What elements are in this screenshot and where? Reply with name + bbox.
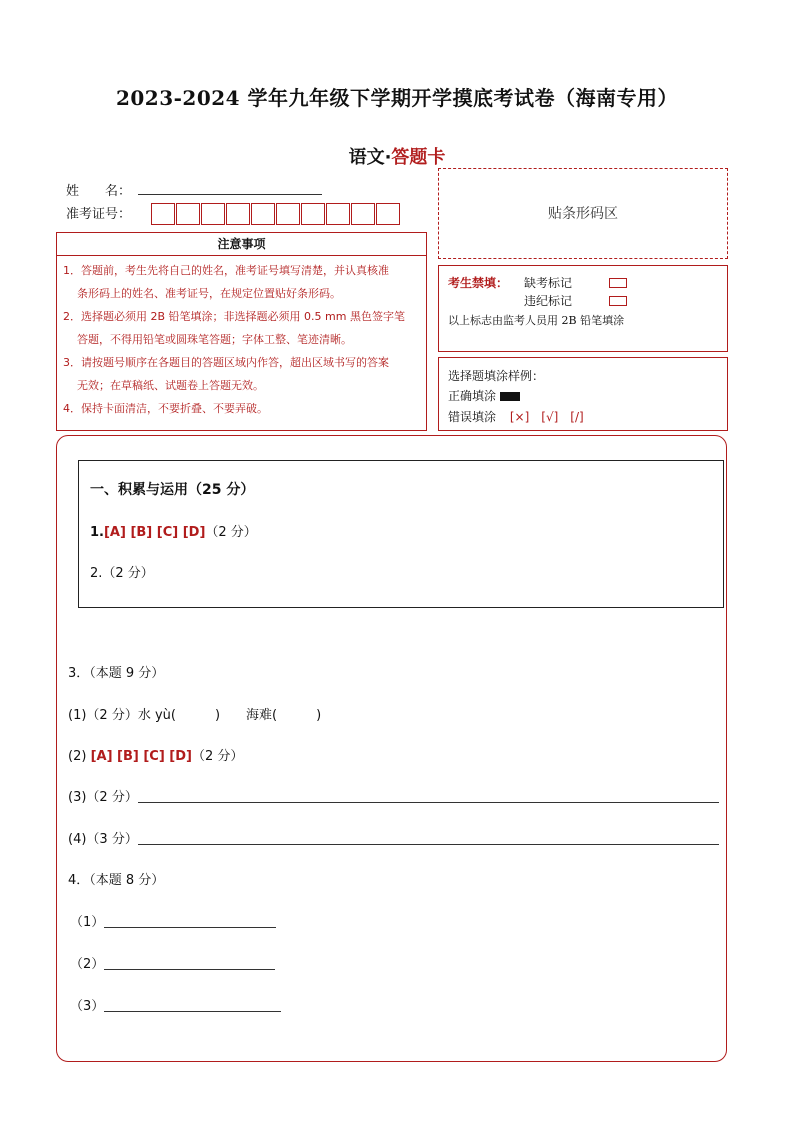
notice-item: 答题，不得用铅笔或圆珠笔答题；字体工整、笔迹清晰。 — [77, 333, 352, 346]
id-label: 准考证号： — [66, 207, 132, 222]
id-digit-box[interactable] — [201, 203, 225, 225]
violation-mark-box[interactable] — [609, 296, 627, 306]
id-digit-box[interactable] — [301, 203, 325, 225]
id-digit-box[interactable] — [226, 203, 250, 225]
q3-part-2-score: （2 分） — [191, 749, 244, 764]
id-digit-box[interactable] — [176, 203, 200, 225]
id-digit-box[interactable] — [251, 203, 275, 225]
q1-number: 1. — [90, 525, 104, 540]
notice-item: 条形码上的姓名、准考证号，在规定位置贴好条形码。 — [77, 287, 341, 300]
q3-part-2-options[interactable]: [A] [B] [C] [D] — [90, 749, 192, 764]
id-digit-box[interactable] — [276, 203, 300, 225]
forbidden-label: 考生禁填： — [448, 276, 509, 290]
q4-part-2-answer-line[interactable] — [104, 969, 275, 970]
correct-fill-mark — [500, 392, 520, 401]
id-digit-box[interactable] — [351, 203, 375, 225]
forbidden-note: 以上标志由监考人员用 2B 铅笔填涂 — [448, 314, 625, 327]
q4-part-1-label: （1） — [70, 915, 105, 930]
q3-part-4-label: (4)（3 分） — [68, 832, 138, 847]
notice-item: 3．请按题号顺序在各题目的答题区域内作答，超出区域书写的答案 — [63, 356, 389, 369]
q1-score: （2 分） — [205, 525, 257, 540]
question-2: 2.（2 分） — [90, 566, 154, 581]
wrong-fill-marks: [×] [√] [/] — [509, 410, 584, 424]
q3-part-2-number: (2) — [68, 749, 87, 764]
barcode-area — [438, 168, 728, 259]
violation-label: 违纪标记 — [524, 294, 573, 308]
q4-part-3-label: （3） — [70, 999, 105, 1014]
notice-heading: 注意事项 — [57, 233, 426, 256]
question-4-title: 4．（本题 8 分） — [68, 873, 165, 888]
exam-title: 2023-2024 学年九年级下学期开学摸底考试卷（海南专用） — [115, 86, 679, 110]
name-label: 姓 名： — [66, 184, 132, 199]
q1-options[interactable]: [A] [B] [C] [D] — [103, 525, 206, 540]
correct-fill-label: 正确填涂 — [448, 389, 497, 403]
wrong-fill-row — [448, 408, 584, 425]
question-1 — [90, 521, 257, 540]
notice-item: 2．选择题必须用 2B 铅笔填涂；非选择题必须用 0.5 mm 黑色签字笔 — [63, 310, 405, 323]
subtitle-answer-card: 答题卡 — [391, 147, 446, 168]
notice-item: 1．答题前，考生先将自己的姓名，准考证号填写清楚，并认真核准 — [63, 264, 389, 277]
id-digit-box[interactable] — [376, 203, 400, 225]
barcode-label: 贴条形码区 — [548, 206, 618, 222]
correct-fill-row — [448, 387, 520, 404]
id-digit-box[interactable] — [326, 203, 350, 225]
q3-part-2 — [68, 745, 243, 764]
sample-label: 选择题填涂样例： — [448, 369, 545, 383]
name-field[interactable] — [138, 194, 322, 195]
section-1-box — [78, 460, 724, 608]
absent-mark-box[interactable] — [609, 278, 627, 288]
q4-part-3-answer-line[interactable] — [104, 1011, 281, 1012]
subtitle-subject: 语文· — [348, 147, 392, 168]
q4-part-1-answer-line[interactable] — [104, 927, 276, 928]
q3-part-3-label: (3)（2 分） — [68, 790, 138, 805]
notice-item: 无效；在草稿纸、试题卷上答题无效。 — [77, 379, 264, 392]
fill-sample-box — [438, 357, 728, 431]
notice-box — [56, 232, 427, 431]
question-3-title: 3．（本题 9 分） — [68, 666, 165, 681]
forbidden-box — [438, 265, 728, 352]
absent-label: 缺考标记 — [524, 276, 573, 290]
card-subtitle — [0, 143, 794, 169]
id-digit-box[interactable] — [151, 203, 175, 225]
exam-id-boxes[interactable] — [151, 203, 401, 225]
q3-part-3-answer-line[interactable] — [138, 802, 719, 803]
q4-part-2-label: （2） — [70, 957, 105, 972]
q3-part-1: (1)（2 分）水 yù( ) 海难( ) — [68, 708, 322, 723]
q3-part-4-answer-line[interactable] — [138, 844, 719, 845]
notice-item: 4．保持卡面清洁，不要折叠、不要弄破。 — [63, 402, 268, 415]
section-1-heading: 一、积累与运用（25 分） — [90, 482, 255, 498]
wrong-fill-label: 错误填涂 — [448, 410, 497, 424]
